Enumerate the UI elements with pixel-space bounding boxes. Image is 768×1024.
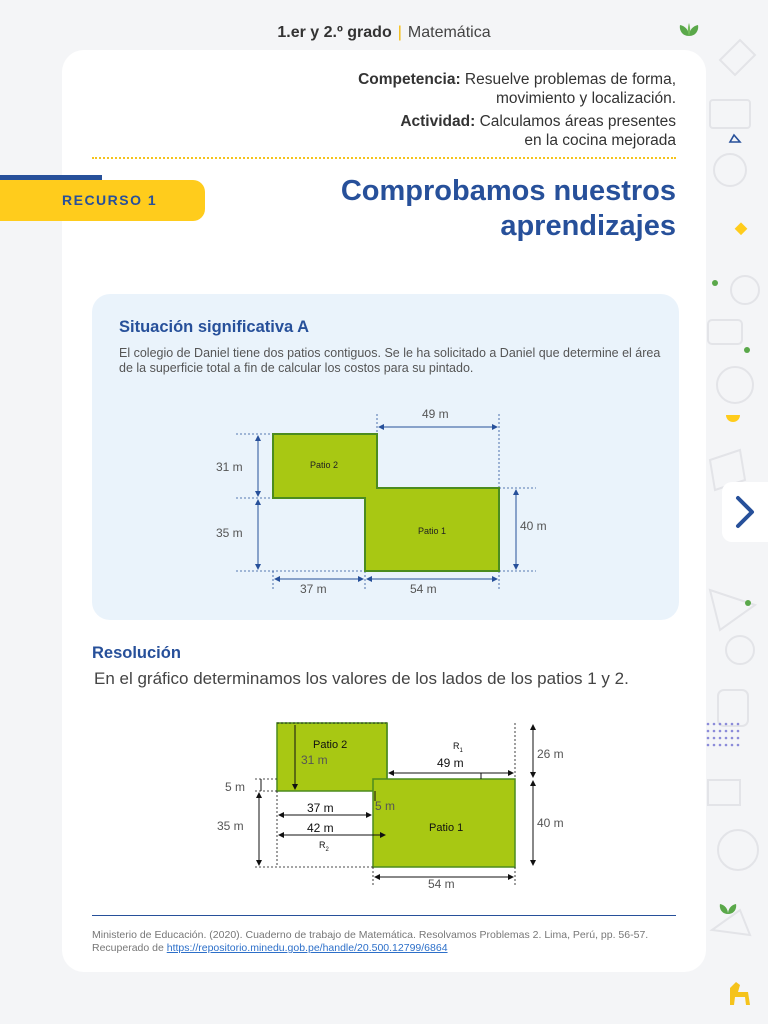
recurso-badge: RECURSO 1	[0, 180, 205, 221]
fig1-patio2-label: Patio 2	[310, 460, 339, 470]
fig2-r2-sub: 2	[325, 847, 329, 853]
fig1-top-measure: 49 m	[422, 407, 449, 421]
fig2-r1: R	[453, 741, 460, 751]
fig2-m5-left: 5 m	[225, 780, 246, 794]
footer-divider	[92, 915, 676, 916]
resolucion-body: En el gráfico determinamos los valores de los lados de los patios 1 y 2.	[94, 669, 629, 688]
actividad-text-2: en la cocina mejorada	[524, 132, 676, 149]
fig2-m26: 26 m	[537, 747, 564, 761]
title-line-1: Comprobamos nuestros	[340, 175, 676, 207]
fig2-r2: R	[319, 840, 326, 850]
citation-text: Ministerio de Educación. (2020). Cuaderno de trabajo de Matemática. Resolvamos Problemas 2. Lima, Perú, pp. 56-57. Recuperado de	[92, 929, 649, 954]
competencia-text-1: Resuelve problemas de forma,	[464, 71, 676, 88]
fig1-bottom-left-measure: 37 m	[300, 582, 327, 596]
fig2-patio1-label: Patio 1	[429, 822, 464, 834]
leaf-icon	[676, 22, 702, 38]
next-page-button[interactable]	[722, 482, 768, 542]
actividad-block	[196, 112, 676, 150]
situacion-body: El colegio de Daniel tiene dos patios contiguos. Se le ha solicitado a Daniel que determine el área de la superficie total a fin de calcular los costos para su pintado.	[119, 346, 661, 375]
fig2-r1-sub: 1	[459, 748, 463, 754]
fig2-m42: 42 m	[307, 821, 334, 835]
situacion-heading: Situación significativa A	[119, 318, 310, 336]
fig2-r2-label	[319, 840, 330, 853]
citation	[92, 929, 682, 955]
competencia-label: Competencia:	[358, 71, 461, 88]
fig2-m54: 54 m	[428, 877, 455, 891]
page-header	[0, 24, 768, 42]
fig1-left-top-measure: 31 m	[216, 460, 243, 474]
header-separator: |	[397, 24, 402, 41]
grade-label: 1.er y 2.º grado	[277, 24, 392, 41]
subject-label: Matemática	[407, 24, 491, 41]
title-line-2: aprendizajes	[500, 210, 676, 242]
page-title	[256, 174, 676, 244]
citation-link[interactable]: https://repositorio.minedu.gob.pe/handle/20.500.12799/6864	[166, 942, 448, 954]
resolucion-heading: Resolución	[92, 644, 181, 662]
chevron-right-icon	[734, 495, 756, 529]
figure-patios-problem	[200, 400, 547, 600]
fig2-m49: 49 m	[437, 756, 464, 770]
fig2-patio2-label: Patio 2	[313, 739, 348, 751]
fig1-patio1-label: Patio 1	[418, 526, 447, 536]
fig2-r1-label	[453, 741, 464, 754]
dotted-divider	[92, 157, 676, 159]
competencia-block	[196, 70, 676, 108]
fig2-m37: 37 m	[307, 801, 334, 815]
fig2-m35: 35 m	[217, 819, 244, 833]
fig1-bottom-right-measure: 54 m	[410, 582, 437, 596]
actividad-label: Actividad:	[400, 113, 476, 130]
fig2-m31: 31 m	[301, 753, 328, 767]
competencia-text-2: movimiento y localización.	[495, 90, 676, 107]
actividad-text-1: Calculamos áreas presentes	[479, 113, 676, 130]
figure-patios-solution	[215, 715, 595, 895]
fig2-m5-mid: 5 m	[375, 799, 396, 813]
fig1-right-measure: 40 m	[520, 519, 547, 533]
fig2-m40: 40 m	[537, 816, 564, 830]
fig1-left-bottom-measure: 35 m	[216, 526, 243, 540]
